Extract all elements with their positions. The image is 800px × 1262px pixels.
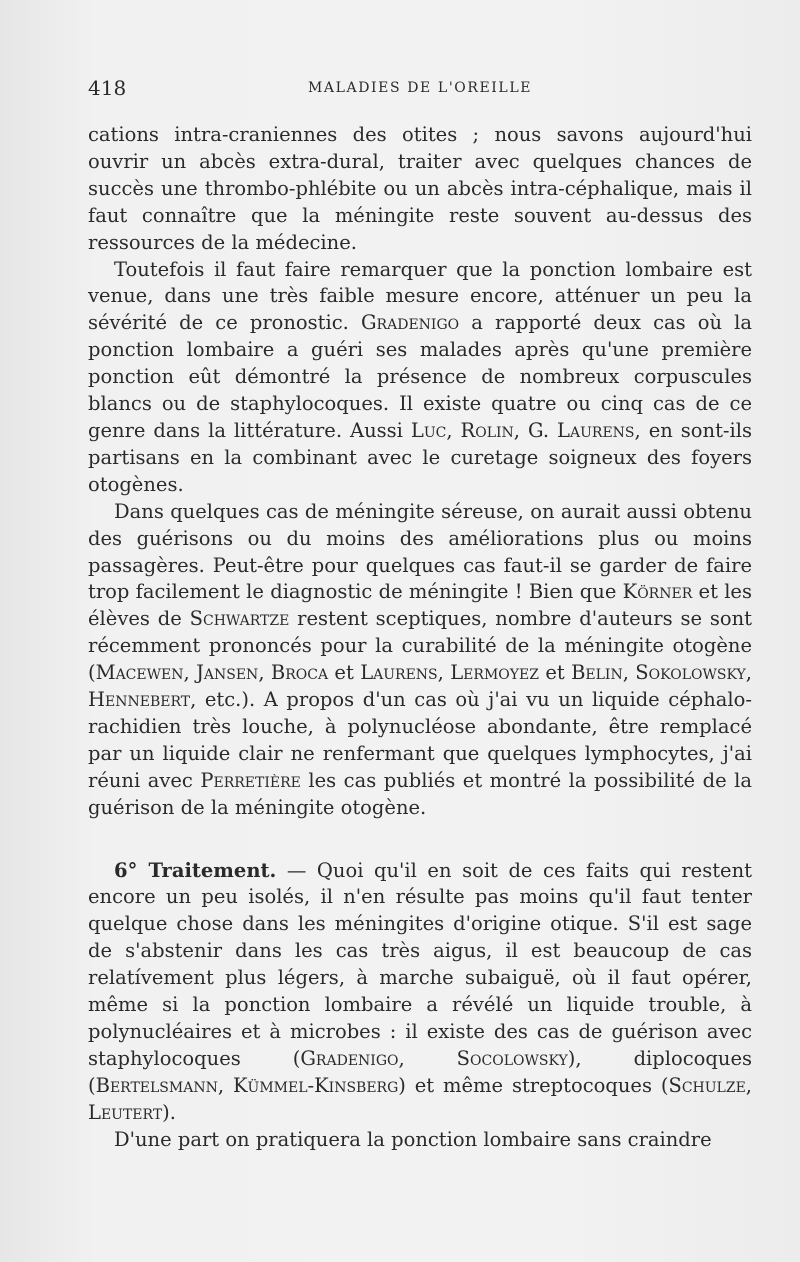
- text-run: — Quoi qu'il en soit de ces faits qui restent encore un peu isolés, il n'en résulte pas moins qu'il faut tenter quelque chose dans les méningites d'origine otique. S'il est sage de s'abstenir dans les cas très aigus, il est beaucoup de cas relatívement plus légers, à marche subaiguë, où il faut opérer, même si la ponction lombaire a révélé un liquide trouble, à polynucléaires et à microbes : il existe des cas de guérison avec staphylocoques (: [88, 858, 752, 1070]
- author-name: Schulze: [668, 1073, 746, 1097]
- body-text: [88, 122, 752, 1154]
- text-run: ), diplocoques (: [88, 1046, 753, 1097]
- text-run: ,: [622, 661, 636, 685]
- text-run: ) et même streptocoques (: [398, 1073, 669, 1097]
- text-run: ,: [217, 1073, 233, 1097]
- author-name: Socolowsky: [456, 1046, 568, 1070]
- author-name: Körner: [622, 580, 693, 604]
- text-run: , etc.). A propos d'un cas où j'ai vu un liquide céphalo-rachidien très louche, à polynucléose abondante, être remplacé par un liquide clair ne renfermant que quelques lymphocytes, j'ai réuni avec: [88, 688, 752, 792]
- author-name: Leutert: [88, 1100, 163, 1124]
- author-name: Sokolowsky: [635, 661, 746, 685]
- author-name: Kümmel-Kinsberg: [232, 1073, 399, 1097]
- text-run: , G.: [513, 418, 558, 442]
- paragraph-3: [88, 499, 752, 822]
- running-title: MALADIES DE L'OREILLE: [307, 80, 533, 96]
- author-name: Lermoyez: [450, 661, 539, 685]
- text-run: les cas publiés et montré la possibilité de la guérison de la méningite otogène.: [88, 768, 753, 819]
- author-name: Laurens: [360, 661, 438, 685]
- text-run: et: [328, 661, 361, 685]
- author-name: Luc: [410, 418, 447, 442]
- text-run: et: [538, 661, 572, 685]
- author-name: Macewen: [95, 661, 184, 685]
- text-run: cations intra-craniennes des otites ; nous savons aujourd'hui ouvrir un abcès extra-dural, traiter avec quelques chances de succès une thrombo-phlébite ou un abcès intra-céphalique, mais il faut connaître que la méningite reste souvent au-dessus des ressources de la médecine.: [88, 123, 752, 254]
- section-gap: [88, 822, 752, 858]
- author-name: Belin: [571, 661, 623, 685]
- text-run: Toutefois il faut faire remarquer que la ponction lombaire est venue, dans une très faible mesure encore, atténuer un peu la sévérité de ce pronostic.: [88, 257, 752, 335]
- author-name: Laurens: [557, 418, 635, 442]
- text-run: ,: [437, 661, 451, 685]
- text-run: ,: [446, 418, 461, 442]
- text-run: ,: [398, 1046, 457, 1070]
- author-name: Perretière: [200, 768, 301, 792]
- page-number: 418: [88, 76, 127, 100]
- text-run: Dans quelques cas de méningite séreuse, on aurait aussi obtenu des guérisons ou du moins des améliorations plus ou moins passagères. Peut-être pour quelques cas faut-il se garder de faire trop facilement le diagnostic de méningite ! Bien que: [88, 499, 752, 604]
- text-run: a rapporté deux cas où la ponction lombaire a guéri ses malades après qu'une première ponction eût démontré la présence de nombreux corpuscules blancs ou de staphylocoques. Il existe quatre ou cinq cas de ce genre dans la littérature. Aussi: [88, 311, 752, 442]
- text-run: ,: [258, 661, 271, 685]
- paragraph-2: [88, 257, 752, 499]
- author-name: Schwartze: [189, 607, 290, 631]
- text-run: D'une part on pratiquera la ponction lombaire sans craindre: [114, 1127, 712, 1151]
- author-name: Broca: [270, 661, 329, 685]
- text-run: restent sceptiques, nombre d'auteurs se sont récemment prononcés pour la curabilité de la méningite otogène (: [88, 607, 752, 685]
- section-heading: 6° Traitement.: [114, 858, 277, 882]
- author-name: Bertelsmann: [95, 1073, 218, 1097]
- text-run: , en sont-ils partisans en la combinant avec le curetage soigneux des foyers otogènes.: [88, 418, 752, 496]
- paragraph-4: [88, 858, 752, 1127]
- author-name: Gradenigo: [300, 1046, 399, 1070]
- paragraph-5: [88, 1127, 752, 1154]
- paragraph-1: [88, 122, 752, 257]
- author-name: Hennebert: [88, 688, 191, 712]
- page-header: [88, 76, 752, 106]
- text-run: ,: [183, 661, 197, 685]
- author-name: Jansen: [196, 661, 259, 685]
- author-name: Gradenigo: [360, 311, 460, 335]
- text-run: ).: [162, 1100, 176, 1124]
- text-run: ,: [745, 1073, 752, 1097]
- text-run: ,: [745, 661, 752, 685]
- author-name: Rolin: [460, 418, 514, 442]
- text-run: et les élèves de: [88, 580, 752, 631]
